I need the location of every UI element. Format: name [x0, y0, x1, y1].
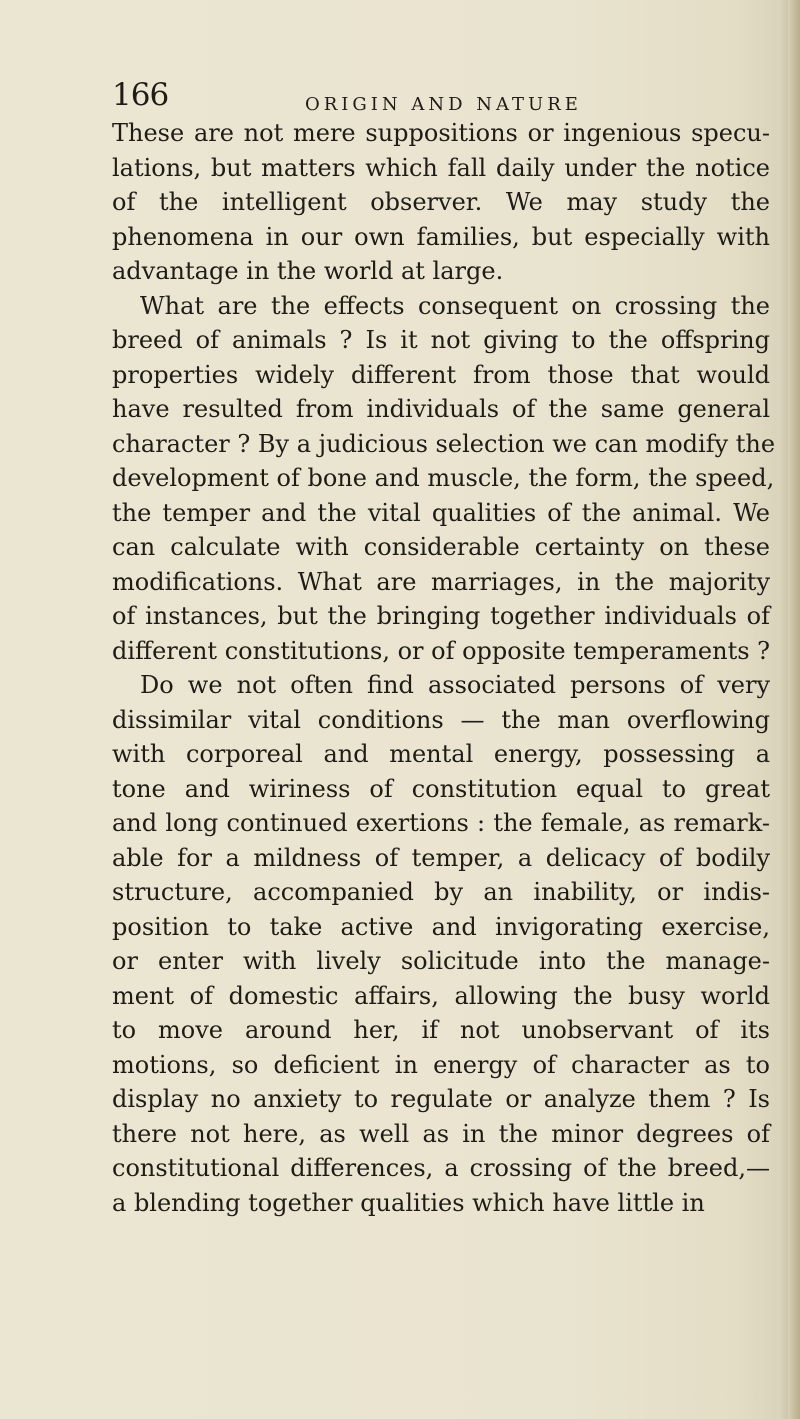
- running-head: ORIGIN AND NATURE: [305, 94, 582, 115]
- text-line: lations, but matters which fall daily under the notice: [112, 153, 770, 182]
- text-line: of the intelligent observer. We may study the: [112, 188, 770, 216]
- page-edge: [788, 0, 800, 1419]
- text-line: ment of domestic affairs, allowing the busy world: [112, 981, 770, 1010]
- text-line: advantage in the world at large.: [112, 257, 504, 285]
- text-line: and long continued exertions : the female, as remark-: [112, 809, 770, 837]
- text-line: to move around her, if not unobservant of its: [112, 1016, 770, 1044]
- text-line: tone and wiriness of constitution equal to great: [112, 774, 770, 803]
- text-line: display no anxiety to regulate or analyze them ? Is: [112, 1085, 770, 1113]
- text-line: structure, accompanied by an inability, or indis-: [112, 878, 770, 906]
- text-line: a blending together qualities which have little in: [112, 1188, 705, 1217]
- text-line: able for a mildness of temper, a delicacy of bodily: [112, 843, 770, 872]
- text-line: have resulted from individuals of the same general: [112, 395, 770, 423]
- text-line: the temper and the vital qualities of the animal. We: [112, 498, 770, 527]
- text-line: constitutional differences, a crossing of the breed,—: [112, 1154, 770, 1182]
- text-line: breed of animals ? Is it not giving to the offspring: [112, 326, 770, 354]
- text-line: character ? By a judicious selection we can modify the: [112, 429, 776, 458]
- page-number: 166: [112, 77, 169, 113]
- text-line: What are the effects consequent on crossing the: [140, 291, 770, 320]
- text-line: dissimilar vital conditions — the man overflowing: [112, 705, 770, 734]
- text-line: phenomena in our own families, but especially with: [112, 222, 770, 251]
- text-line: with corporeal and mental energy, possessing a: [112, 740, 770, 768]
- text-line: development of bone and muscle, the form, the speed,: [112, 464, 775, 492]
- text-line: position to take active and invigorating exercise,: [112, 912, 770, 941]
- text-line: Do we not often find associated persons of very: [140, 671, 770, 699]
- text-line: properties widely different from those that would: [112, 360, 770, 389]
- text-line: of instances, but the bringing together individuals of: [112, 602, 770, 630]
- body-text: [112, 116, 776, 1220]
- text-line: different constitutions, or of opposite temperaments ?: [112, 636, 771, 665]
- text-line: These are not mere suppositions or ingenious specu-: [112, 119, 770, 147]
- text-line: modifications. What are marriages, in the majority: [112, 567, 770, 596]
- text-line: or enter with lively solicitude into the manage-: [112, 947, 770, 975]
- text-line: can calculate with considerable certainty on these: [112, 533, 770, 561]
- text-line: motions, so deficient in energy of character as to: [112, 1050, 770, 1079]
- text-line: there not here, as well as in the minor degrees of: [112, 1119, 770, 1148]
- page-fold-shadow: [780, 0, 788, 1419]
